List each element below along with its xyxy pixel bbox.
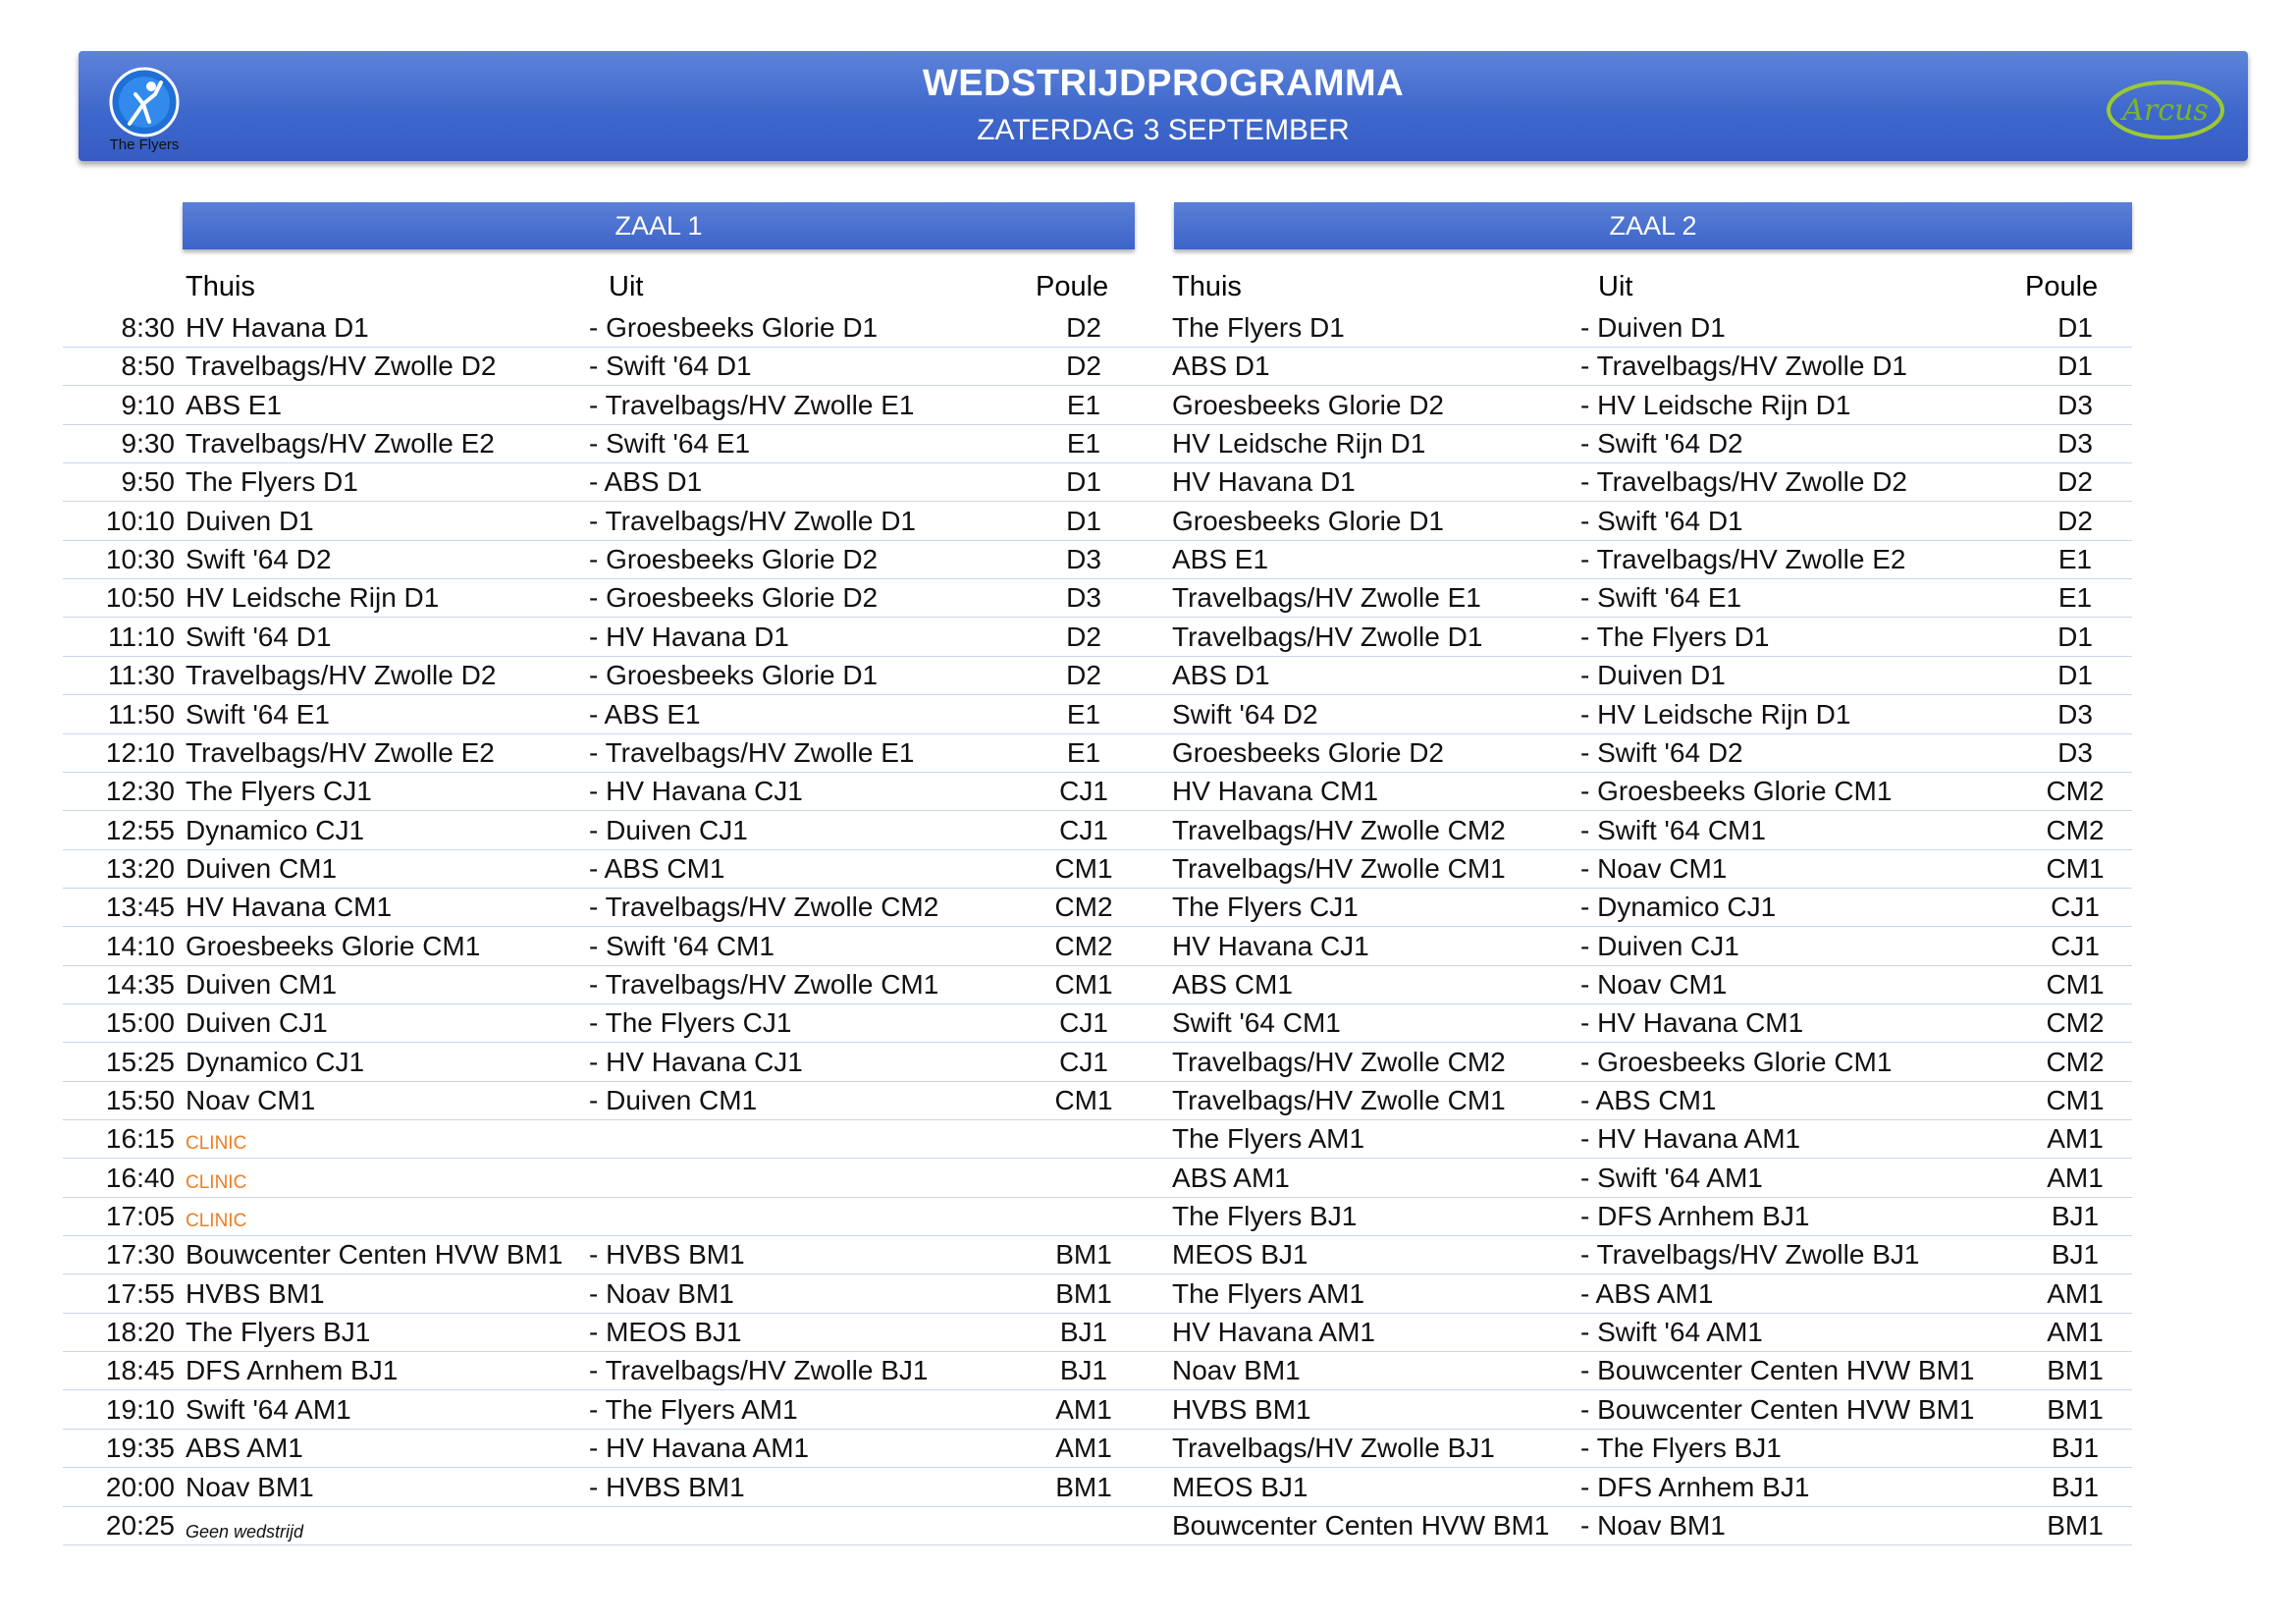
zaal2-home-team: MEOS BJ1 — [1172, 1239, 1308, 1271]
zaal1-home-team: Travelbags/HV Zwolle E2 — [186, 428, 495, 460]
zaal2-pool: D1 — [2057, 660, 2093, 691]
zaal2-away-team: - HV Leidsche Rijn D1 — [1580, 389, 1851, 420]
zaal1-pool: AM1 — [1055, 1393, 1112, 1425]
zaal1-home-team: Travelbags/HV Zwolle D2 — [186, 660, 497, 691]
col-pool-header-zaal2: Poule — [2025, 271, 2099, 302]
zaal2-home-team: Travelbags/HV Zwolle CM2 — [1172, 1046, 1506, 1077]
zaal2-away-team: - Travelbags/HV Zwolle D1 — [1580, 351, 1908, 382]
zaal2-pool: BM1 — [2047, 1355, 2104, 1386]
zaal1-pool: CM1 — [1054, 968, 1113, 1000]
zaal1-home-team: HV Havana D1 — [186, 312, 369, 343]
zaal2-away-team: - Duiven D1 — [1580, 312, 1726, 343]
zaal1-pool: BJ1 — [1059, 1317, 1108, 1348]
zaal2-pool: CM2 — [2046, 1007, 2105, 1039]
zaal2-home-team: Travelbags/HV Zwolle CM1 — [1172, 1085, 1506, 1115]
zaal1-home-team: HV Havana CM1 — [186, 892, 393, 923]
zaal2-pool: CM1 — [2046, 1085, 2105, 1115]
table-row — [63, 1119, 2132, 1159]
match-time: 15:25 — [105, 1046, 175, 1077]
zaal2-home-team: Travelbags/HV Zwolle CM2 — [1172, 814, 1506, 845]
zaal1-pool: D3 — [1066, 544, 1101, 575]
zaal2-home-team: The Flyers AM1 — [1172, 1123, 1365, 1155]
match-time: 13:20 — [105, 852, 175, 884]
match-time: 15:00 — [105, 1007, 175, 1039]
table-row — [63, 1429, 2132, 1468]
zaal1-home-team: Travelbags/HV Zwolle E2 — [186, 736, 495, 768]
zaal2-away-team: - The Flyers D1 — [1580, 621, 1770, 652]
zaal1-home-team: Swift '64 AM1 — [186, 1393, 351, 1425]
zaal2-away-team: - DFS Arnhem BJ1 — [1580, 1201, 1810, 1232]
zaal2-home-team: ABS D1 — [1172, 351, 1270, 382]
zaal1-home-team: Swift '64 E1 — [186, 698, 330, 730]
zaal2-pool: D3 — [2057, 389, 2093, 420]
table-row — [63, 695, 2132, 734]
table-row — [63, 1081, 2132, 1120]
match-time: 16:15 — [105, 1123, 175, 1155]
zaal1-pool: BJ1 — [1059, 1355, 1108, 1386]
zaal1-home-team: Noav BM1 — [186, 1471, 314, 1502]
match-time: 16:40 — [105, 1162, 175, 1193]
zaal2-pool: D3 — [2057, 698, 2093, 730]
match-time: 10:10 — [105, 505, 175, 536]
zaal2-pool: BJ1 — [2051, 1201, 2100, 1232]
table-row — [63, 1274, 2132, 1314]
match-time: 9:30 — [121, 428, 175, 460]
zaal2-away-team: - Groesbeeks Glorie CM1 — [1580, 776, 1893, 807]
zaal2-away-team: - Groesbeeks Glorie CM1 — [1580, 1046, 1893, 1077]
zaal2-pool: BJ1 — [2051, 1239, 2100, 1271]
zaal2-away-team: - Travelbags/HV Zwolle D2 — [1580, 466, 1908, 498]
zaal1-pool: BM1 — [1055, 1471, 1112, 1502]
zaal1-away-team: - HV Havana CJ1 — [589, 1046, 803, 1077]
zaal2-home-team: Swift '64 CM1 — [1172, 1007, 1341, 1039]
match-time: 8:30 — [121, 312, 175, 343]
table-row — [63, 618, 2132, 657]
table-row — [63, 733, 2132, 773]
match-time: 11:30 — [108, 660, 175, 691]
match-time: 19:35 — [105, 1433, 175, 1464]
zaal2-pool: D1 — [2057, 621, 2093, 652]
zaal2-away-team: - Swift '64 D1 — [1580, 505, 1743, 536]
zaal1-away-team: - HV Havana AM1 — [589, 1433, 810, 1464]
zaal2-away-team: - ABS AM1 — [1580, 1277, 1714, 1309]
table-row — [63, 1159, 2132, 1198]
zaal1-pool: BM1 — [1055, 1239, 1112, 1271]
table-row — [63, 888, 2132, 927]
table-row — [63, 1468, 2132, 1507]
zaal1-pool: D2 — [1066, 660, 1101, 691]
zaal2-away-team: - Bouwcenter Centen HVW BM1 — [1580, 1355, 1975, 1386]
match-time: 9:50 — [121, 466, 175, 498]
zaal1-away-team: - ABS CM1 — [589, 852, 725, 884]
logo-left-text: The Flyers — [109, 136, 180, 153]
zaal1-pool: CJ1 — [1059, 1046, 1108, 1077]
zaal1-home-team: Duiven CM1 — [186, 968, 338, 1000]
table-row — [63, 1390, 2132, 1430]
logo-right-text: Arcus — [2122, 93, 2209, 128]
clinic-note: CLINIC — [186, 1211, 247, 1232]
zaal2-home-team: Travelbags/HV Zwolle BJ1 — [1172, 1433, 1495, 1464]
zaal1-home-team: HV Leidsche Rijn D1 — [186, 582, 440, 614]
zaal2-away-team: - Swift '64 AM1 — [1580, 1162, 1763, 1193]
zaal1-home-team: The Flyers BJ1 — [186, 1317, 371, 1348]
zaal1-home-team: Groesbeeks Glorie CM1 — [186, 930, 481, 961]
zaal1-pool: CM1 — [1054, 852, 1113, 884]
match-time: 11:10 — [108, 621, 175, 652]
zaal2-home-team: Swift '64 D2 — [1172, 698, 1318, 730]
zaal2-pool: D3 — [2057, 736, 2093, 768]
zaal1-away-team: - Groesbeeks Glorie D1 — [589, 312, 879, 343]
zaal-2-header: ZAAL 2 — [1174, 202, 2132, 249]
zaal2-home-team: ABS CM1 — [1172, 968, 1293, 1000]
arcus-logo — [2101, 69, 2228, 149]
match-time: 15:50 — [105, 1085, 175, 1115]
zaal1-away-team: - Groesbeeks Glorie D2 — [589, 582, 879, 614]
zaal2-home-team: HV Havana CM1 — [1172, 776, 1379, 807]
zaal1-away-team: - ABS D1 — [589, 466, 703, 498]
zaal2-away-team: - HV Havana AM1 — [1580, 1123, 1801, 1155]
zaal1-pool: E1 — [1066, 736, 1101, 768]
zaal2-away-team: - HV Leidsche Rijn D1 — [1580, 698, 1851, 730]
match-time: 14:10 — [105, 930, 175, 961]
zaal2-home-team: Bouwcenter Centen HVW BM1 — [1172, 1509, 1550, 1541]
zaal2-pool: BJ1 — [2051, 1433, 2100, 1464]
zaal2-away-team: - Travelbags/HV Zwolle BJ1 — [1580, 1239, 1920, 1271]
zaal1-home-team: Swift '64 D1 — [186, 621, 332, 652]
zaal2-away-team: - Bouwcenter Centen HVW BM1 — [1580, 1393, 1975, 1425]
table-row — [63, 1313, 2132, 1352]
zaal1-away-team: - Swift '64 CM1 — [589, 930, 774, 961]
zaal1-away-team: - Swift '64 E1 — [589, 428, 751, 460]
zaal1-away-team: - HVBS BM1 — [589, 1471, 745, 1502]
table-row — [63, 811, 2132, 850]
clinic-note: CLINIC — [186, 1171, 247, 1193]
zaal1-home-team: ABS AM1 — [186, 1433, 303, 1464]
zaal2-away-team: - Noav CM1 — [1580, 968, 1728, 1000]
col-away-header-zaal2: Uit — [1598, 271, 1633, 302]
table-row — [63, 772, 2132, 811]
zaal2-home-team: HVBS BM1 — [1172, 1393, 1311, 1425]
zaal2-away-team: - Swift '64 CM1 — [1580, 814, 1766, 845]
zaal1-pool: D1 — [1066, 505, 1101, 536]
zaal1-pool: E1 — [1066, 428, 1101, 460]
zaal2-home-team: HV Havana CJ1 — [1172, 930, 1369, 961]
zaal2-pool: D1 — [2057, 351, 2093, 382]
table-row — [63, 386, 2132, 425]
zaal1-away-team: - Travelbags/HV Zwolle CM2 — [589, 892, 939, 923]
zaal1-home-team: Travelbags/HV Zwolle D2 — [186, 351, 497, 382]
table-row — [63, 965, 2132, 1004]
zaal2-home-team: Groesbeeks Glorie D2 — [1172, 736, 1445, 768]
zaal2-pool: D1 — [2057, 312, 2093, 343]
zaal1-home-team: The Flyers D1 — [186, 466, 358, 498]
zaal1-pool: E1 — [1066, 389, 1101, 420]
zaal2-home-team: HV Havana AM1 — [1172, 1317, 1375, 1348]
table-row — [63, 462, 2132, 502]
table-row — [63, 1003, 2132, 1043]
zaal2-pool: AM1 — [2047, 1162, 2104, 1193]
table-row — [63, 347, 2132, 386]
zaal1-pool: E1 — [1066, 698, 1101, 730]
zaal2-home-team: Travelbags/HV Zwolle E1 — [1172, 582, 1481, 614]
zaal1-home-team: Swift '64 D2 — [186, 544, 332, 575]
zaal1-pool: D2 — [1066, 312, 1101, 343]
zaal2-pool: AM1 — [2047, 1317, 2104, 1348]
zaal2-home-team: Noav BM1 — [1172, 1355, 1301, 1386]
table-row — [63, 424, 2132, 463]
zaal2-pool: AM1 — [2047, 1277, 2104, 1309]
zaal2-away-team: - Swift '64 E1 — [1580, 582, 1742, 614]
match-time: 12:55 — [105, 814, 175, 845]
zaal1-home-team: Dynamico CJ1 — [186, 1046, 365, 1077]
table-row — [63, 1043, 2132, 1082]
zaal2-home-team: HV Havana D1 — [1172, 466, 1356, 498]
zaal2-away-team: - Travelbags/HV Zwolle E2 — [1580, 544, 1906, 575]
zaal2-pool: BM1 — [2047, 1509, 2104, 1541]
zaal1-away-team: - Travelbags/HV Zwolle CM1 — [589, 968, 939, 1000]
zaal1-home-team: ABS E1 — [186, 389, 283, 420]
zaal1-pool: D1 — [1066, 466, 1101, 498]
zaal1-away-team: - HV Havana D1 — [589, 621, 789, 652]
table-row — [63, 502, 2132, 541]
zaal1-home-team: Duiven CM1 — [186, 852, 338, 884]
zaal2-away-team: - HV Havana CM1 — [1580, 1007, 1804, 1039]
zaal2-home-team: The Flyers CJ1 — [1172, 892, 1359, 923]
zaal2-home-team: Groesbeeks Glorie D1 — [1172, 505, 1445, 536]
match-time: 8:50 — [121, 351, 175, 382]
zaal2-home-team: Travelbags/HV Zwolle CM1 — [1172, 852, 1506, 884]
match-time: 18:20 — [105, 1317, 175, 1348]
zaal1-away-team: - The Flyers AM1 — [589, 1393, 798, 1425]
zaal2-away-team: - Swift '64 D2 — [1580, 736, 1743, 768]
zaal2-pool: CM1 — [2046, 852, 2105, 884]
zaal1-away-team: - MEOS BJ1 — [589, 1317, 742, 1348]
zaal1-pool: D2 — [1066, 621, 1101, 652]
zaal1-home-team: Dynamico CJ1 — [186, 814, 365, 845]
zaal1-away-team: - Groesbeeks Glorie D2 — [589, 544, 879, 575]
zaal2-home-team: The Flyers AM1 — [1172, 1277, 1365, 1309]
zaal2-pool: E1 — [2057, 582, 2093, 614]
zaal2-home-team: The Flyers BJ1 — [1172, 1201, 1358, 1232]
zaal2-pool: AM1 — [2047, 1123, 2104, 1155]
zaal1-pool: CJ1 — [1059, 814, 1108, 845]
match-time: 10:30 — [105, 544, 175, 575]
zaal2-pool: CJ1 — [2051, 892, 2100, 923]
page-subtitle: ZATERDAG 3 SEPTEMBER — [977, 114, 1350, 146]
zaal2-away-team: - Dynamico CJ1 — [1580, 892, 1777, 923]
clinic-note: CLINIC — [186, 1133, 247, 1155]
zaal2-away-team: - Noav BM1 — [1580, 1509, 1726, 1541]
zaal1-home-team: HVBS BM1 — [186, 1277, 325, 1309]
zaal2-away-team: - Noav CM1 — [1580, 852, 1728, 884]
table-row — [63, 927, 2132, 966]
zaal2-pool: E1 — [2057, 544, 2093, 575]
zaal2-home-team: HV Leidsche Rijn D1 — [1172, 428, 1426, 460]
zaal1-away-team: - ABS E1 — [589, 698, 701, 730]
match-time: 12:10 — [105, 736, 175, 768]
match-time: 11:50 — [108, 698, 175, 730]
match-time: 14:35 — [105, 968, 175, 1000]
table-row — [63, 849, 2132, 889]
col-home-header-zaal1: Thuis — [186, 271, 255, 302]
zaal2-away-team: - Duiven D1 — [1580, 660, 1726, 691]
zaal2-away-team: - Duiven CJ1 — [1580, 930, 1739, 961]
zaal1-away-team: - Travelbags/HV Zwolle E1 — [589, 736, 915, 768]
table-row — [63, 1235, 2132, 1274]
zaal2-pool: D2 — [2057, 505, 2093, 536]
zaal2-pool: CM2 — [2046, 814, 2105, 845]
zaal1-away-team: - Duiven CJ1 — [589, 814, 748, 845]
zaal1-pool: D3 — [1066, 582, 1101, 614]
zaal-1-header: ZAAL 1 — [183, 202, 1135, 249]
zaal2-home-team: MEOS BJ1 — [1172, 1471, 1308, 1502]
zaal1-home-team: Duiven CJ1 — [186, 1007, 328, 1039]
zaal1-home-team: Bouwcenter Centen HVW BM1 — [186, 1239, 563, 1271]
zaal2-pool: CM1 — [2046, 968, 2105, 1000]
zaal1-away-team: - Swift '64 D1 — [589, 351, 752, 382]
zaal2-home-team: Travelbags/HV Zwolle D1 — [1172, 621, 1483, 652]
table-row — [63, 540, 2132, 579]
zaal1-pool: CM2 — [1054, 892, 1113, 923]
zaal2-pool: D2 — [2057, 466, 2093, 498]
zaal2-away-team: - Swift '64 AM1 — [1580, 1317, 1763, 1348]
zaal2-away-team: - The Flyers BJ1 — [1580, 1433, 1782, 1464]
zaal1-away-team: - HV Havana CJ1 — [589, 776, 803, 807]
match-time: 12:30 — [105, 776, 175, 807]
zaal2-home-team: ABS D1 — [1172, 660, 1270, 691]
zaal2-away-team: - Swift '64 D2 — [1580, 428, 1743, 460]
zaal1-away-team: - Groesbeeks Glorie D1 — [589, 660, 879, 691]
match-time: 17:05 — [105, 1201, 175, 1232]
match-time: 20:25 — [105, 1509, 175, 1541]
table-row — [63, 578, 2132, 618]
match-time: 17:30 — [105, 1239, 175, 1271]
zaal2-pool: BM1 — [2047, 1393, 2104, 1425]
no-match-note: Geen wedstrijd — [186, 1521, 304, 1542]
col-pool-header-zaal1: Poule — [1036, 271, 1109, 302]
zaal2-home-team: Groesbeeks Glorie D2 — [1172, 389, 1445, 420]
zaal1-away-team: - Travelbags/HV Zwolle E1 — [589, 389, 915, 420]
match-time: 9:10 — [121, 389, 175, 420]
page-title: WEDSTRIJDPROGRAMMA — [922, 63, 1405, 104]
match-time: 13:45 — [105, 892, 175, 923]
zaal1-pool: D2 — [1066, 351, 1101, 382]
match-time: 10:50 — [105, 582, 175, 614]
zaal2-pool: CM2 — [2046, 776, 2105, 807]
match-time: 20:00 — [105, 1471, 175, 1502]
table-row — [63, 1351, 2132, 1390]
zaal2-pool: D3 — [2057, 428, 2093, 460]
zaal2-home-team: ABS AM1 — [1172, 1162, 1290, 1193]
col-away-header-zaal1: Uit — [609, 271, 644, 302]
match-time: 18:45 — [105, 1355, 175, 1386]
zaal1-pool: CM1 — [1054, 1085, 1113, 1115]
zaal2-pool: CM2 — [2046, 1046, 2105, 1077]
zaal1-home-team: The Flyers CJ1 — [186, 776, 372, 807]
zaal1-pool: CJ1 — [1059, 1007, 1108, 1039]
zaal1-away-team: - Travelbags/HV Zwolle BJ1 — [589, 1355, 929, 1386]
zaal1-pool: CM2 — [1054, 930, 1113, 961]
table-row — [63, 656, 2132, 695]
match-time: 17:55 — [105, 1277, 175, 1309]
zaal1-pool: AM1 — [1055, 1433, 1112, 1464]
col-home-header-zaal2: Thuis — [1172, 271, 1242, 302]
zaal1-away-team: - Travelbags/HV Zwolle D1 — [589, 505, 917, 536]
zaal1-away-team: - Duiven CM1 — [589, 1085, 758, 1115]
zaal1-pool: BM1 — [1055, 1277, 1112, 1309]
header-banner — [79, 51, 2248, 161]
zaal2-away-team: - DFS Arnhem BJ1 — [1580, 1471, 1810, 1502]
table-row — [63, 1197, 2132, 1236]
zaal2-home-team: ABS E1 — [1172, 544, 1269, 575]
zaal1-away-team: - HVBS BM1 — [589, 1239, 745, 1271]
zaal1-away-team: - The Flyers CJ1 — [589, 1007, 792, 1039]
table-row — [63, 308, 2132, 348]
zaal1-away-team: - Noav BM1 — [589, 1277, 734, 1309]
zaal2-home-team: The Flyers D1 — [1172, 312, 1345, 343]
zaal1-home-team: Duiven D1 — [186, 505, 314, 536]
zaal1-pool: CJ1 — [1059, 776, 1108, 807]
zaal2-pool: BJ1 — [2051, 1471, 2100, 1502]
zaal2-away-team: - ABS CM1 — [1580, 1085, 1717, 1115]
zaal1-home-team: Noav CM1 — [186, 1085, 316, 1115]
table-row — [63, 1506, 2132, 1545]
zaal2-pool: CJ1 — [2051, 930, 2100, 961]
zaal1-home-team: DFS Arnhem BJ1 — [186, 1355, 399, 1386]
match-time: 19:10 — [105, 1393, 175, 1425]
